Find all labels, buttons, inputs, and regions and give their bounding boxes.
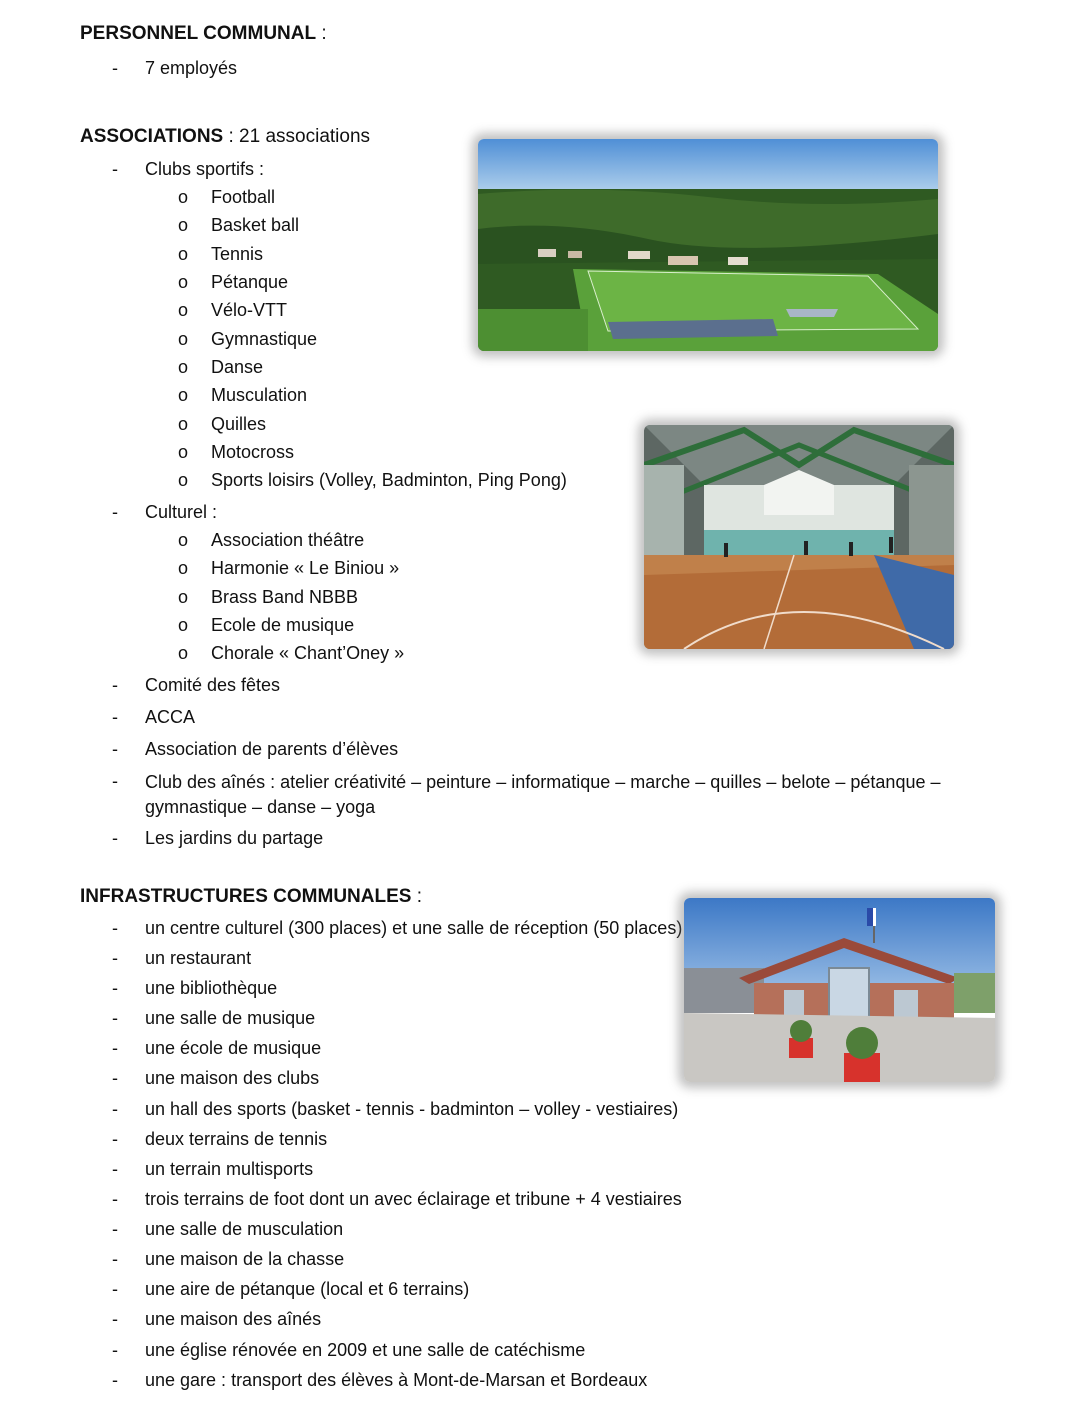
dash-bullet: - — [112, 675, 118, 695]
dash-bullet: - — [112, 502, 118, 522]
personnel-heading — [80, 22, 327, 46]
infrastructure-item: une aire de pétanque (local et 6 terrains) — [145, 1279, 470, 1299]
infrastructure-item: deux terrains de tennis — [145, 1129, 328, 1149]
sport-item: Danse — [211, 357, 264, 377]
infrastructure-item: une église rénovée en 2009 et une salle de catéchisme — [145, 1340, 586, 1360]
dash-bullet: - — [112, 1309, 118, 1329]
infrastructure-item: une gare : transport des élèves à Mont-de-Marsan et Bordeaux — [145, 1370, 648, 1390]
sport-item: Gymnastique — [211, 329, 318, 349]
culture-item: Ecole de musique — [211, 615, 355, 635]
infrastructures-suffix: : — [411, 886, 422, 907]
dash-bullet: - — [112, 1099, 118, 1119]
association-item: Comité des fêtes — [145, 675, 281, 695]
associations-title: ASSOCIATIONS — [80, 126, 224, 147]
infrastructure-item: une maison des clubs — [145, 1068, 320, 1088]
dash-bullet: - — [112, 1008, 118, 1028]
circle-bullet: o — [178, 470, 189, 490]
association-item: ACCA — [145, 707, 196, 727]
cultural-centre-photo — [684, 898, 995, 1082]
circle-bullet: o — [178, 329, 189, 349]
sport-item: Vélo-VTT — [211, 300, 288, 320]
circle-bullet: o — [178, 300, 189, 320]
dash-bullet: - — [112, 707, 118, 727]
football-field-photo — [478, 139, 938, 351]
infrastructure-item: une maison des aînés — [145, 1309, 322, 1329]
infrastructure-item: une salle de musique — [145, 1008, 316, 1028]
circle-bullet: o — [178, 385, 189, 405]
culture-item: Brass Band NBBB — [211, 587, 359, 607]
personnel-suffix: : — [316, 23, 327, 44]
dash-bullet: - — [112, 828, 118, 848]
sports-hall-photo — [644, 425, 954, 649]
dash-bullet: - — [112, 1068, 118, 1088]
associations-suffix: : 21 associations — [223, 126, 371, 147]
association-item: Club des aînés : atelier créativité – peinture – informatique – marche – quilles – belote – pétanque – gymnastique – danse – yoga — [145, 772, 941, 817]
sport-item: Football — [211, 187, 276, 207]
sport-item: Basket ball — [211, 215, 300, 235]
infrastructures-heading — [80, 885, 422, 909]
circle-bullet: o — [178, 215, 189, 235]
dash-bullet: - — [112, 1159, 118, 1179]
infrastructure-item: un hall des sports (basket - tennis - badminton – volley - vestiaires) — [145, 1099, 679, 1119]
sport-item: Pétanque — [211, 272, 289, 292]
dash-bullet: - — [112, 948, 118, 968]
sports-label: Clubs sportifs : — [145, 159, 265, 179]
infrastructures-title: INFRASTRUCTURES COMMUNALES — [80, 886, 412, 907]
dash-bullet: - — [112, 58, 118, 78]
circle-bullet: o — [178, 272, 189, 292]
association-item: Les jardins du partage — [145, 828, 324, 848]
infrastructure-item: une bibliothèque — [145, 978, 278, 998]
sport-item: Quilles — [211, 414, 267, 434]
circle-bullet: o — [178, 530, 189, 550]
infrastructure-item: trois terrains de foot dont un avec éclairage et tribune + 4 vestiaires — [145, 1189, 682, 1209]
associations-heading — [80, 125, 370, 149]
sport-item: Sports loisirs (Volley, Badminton, Ping Pong) — [211, 470, 567, 490]
dash-bullet: - — [112, 918, 118, 938]
culture-label: Culturel : — [145, 502, 218, 522]
dash-bullet: - — [112, 771, 118, 791]
circle-bullet: o — [178, 357, 189, 377]
personnel-item: 7 employés — [145, 58, 238, 78]
infrastructure-item: une école de musique — [145, 1038, 322, 1058]
dash-bullet: - — [112, 1370, 118, 1390]
dash-bullet: - — [112, 1279, 118, 1299]
sport-item: Motocross — [211, 442, 295, 462]
infrastructure-item: une salle de musculation — [145, 1219, 344, 1239]
circle-bullet: o — [178, 615, 189, 635]
dash-bullet: - — [112, 1219, 118, 1239]
circle-bullet: o — [178, 643, 189, 663]
circle-bullet: o — [178, 558, 189, 578]
circle-bullet: o — [178, 442, 189, 462]
dash-bullet: - — [112, 739, 118, 759]
circle-bullet: o — [178, 187, 189, 207]
dash-bullet: - — [112, 1038, 118, 1058]
sport-item: Musculation — [211, 385, 308, 405]
infrastructure-item: un restaurant — [145, 948, 252, 968]
infrastructure-item: un terrain multisports — [145, 1159, 314, 1179]
circle-bullet: o — [178, 414, 189, 434]
infrastructure-item: une maison de la chasse — [145, 1249, 345, 1269]
circle-bullet: o — [178, 244, 189, 264]
dash-bullet: - — [112, 1340, 118, 1360]
dash-bullet: - — [112, 1249, 118, 1269]
dash-bullet: - — [112, 1129, 118, 1149]
dash-bullet: - — [112, 978, 118, 998]
dash-bullet: - — [112, 1189, 118, 1209]
association-item: Association de parents d’élèves — [145, 739, 399, 759]
infrastructure-item: un centre culturel (300 places) et une salle de réception (50 places) — [145, 918, 683, 938]
culture-item: Chorale « Chant’Oney » — [211, 643, 405, 663]
culture-item: Harmonie « Le Biniou » — [211, 558, 400, 578]
culture-item: Association théâtre — [211, 530, 365, 550]
personnel-title: PERSONNEL COMMUNAL — [80, 23, 317, 44]
circle-bullet: o — [178, 587, 189, 607]
dash-bullet: - — [112, 159, 118, 179]
sport-item: Tennis — [211, 244, 264, 264]
